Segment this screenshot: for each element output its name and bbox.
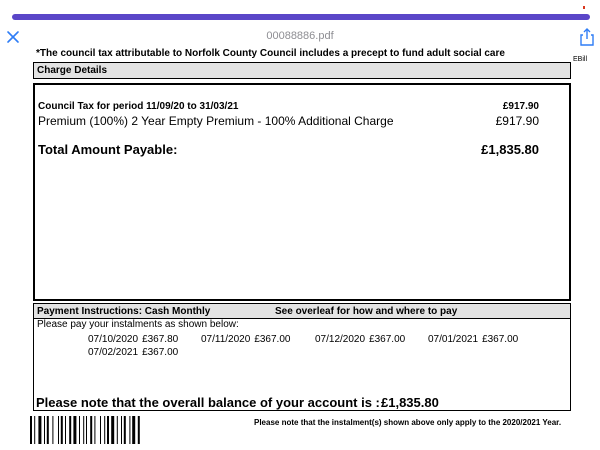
document-filename: 00088886.pdf	[266, 30, 334, 42]
premium-label: Premium (100%) 2 Year Empty Premium - 100% Additional Charge	[38, 114, 394, 128]
barcode	[30, 416, 170, 444]
instalment-item	[428, 334, 518, 345]
ebill-label: EBill	[573, 56, 588, 63]
instalment-item	[201, 334, 290, 345]
share-icon	[578, 27, 596, 47]
balance-label: Please note that the overall balance of your account is :	[36, 395, 380, 410]
period-amount: £917.90	[502, 101, 539, 112]
period-label: Council Tax for period 11/09/20 to 31/03/21	[38, 101, 239, 112]
charge-details-box	[33, 83, 571, 301]
close-button[interactable]	[4, 28, 22, 46]
instalment-amount: £367.00	[482, 334, 519, 345]
instalment-item	[88, 347, 178, 358]
premium-amount: £917.90	[495, 114, 539, 128]
instalment-amount: £367.80	[142, 334, 179, 345]
share-button[interactable]	[578, 27, 596, 47]
total-amount: £1,835.80	[481, 142, 539, 157]
instalment-year-footnote: Please note that the instalment(s) shown above only apply to the 2020/2021 Year.	[254, 418, 562, 427]
instalment-item	[88, 334, 178, 345]
instalment-date: 07/12/2020	[315, 334, 366, 345]
viewer-toolbar	[0, 0, 600, 54]
payment-instructions-header	[34, 304, 570, 319]
total-label: Total Amount Payable:	[38, 142, 178, 157]
instalment-date: 07/11/2020	[201, 334, 251, 345]
instalment-item	[315, 334, 405, 345]
instalment-date: 07/02/2021	[88, 347, 139, 358]
instalment-amount: £367.00	[142, 347, 179, 358]
loading-progress-bar	[12, 14, 590, 20]
progress-indicator-dot	[583, 6, 585, 9]
balance-amount: £1,835.80	[381, 395, 439, 410]
payment-instructions-box	[33, 303, 571, 411]
instalment-amount: £367.00	[369, 334, 406, 345]
payment-instructions-title: Payment Instructions: Cash Monthly	[37, 306, 211, 317]
charge-details-header	[33, 62, 571, 79]
instalment-date: 07/01/2021	[428, 334, 479, 345]
close-icon	[4, 28, 22, 46]
adult-social-care-notice: *The council tax attributable to Norfolk County Council includes a precept to fund adult social care	[36, 48, 505, 59]
instalment-date: 07/10/2020	[88, 334, 139, 345]
instalments-intro: Please pay your instalments as shown below:	[37, 319, 239, 330]
charge-details-title: Charge Details	[37, 65, 108, 76]
see-overleaf-note: See overleaf for how and where to pay	[275, 306, 458, 317]
instalment-amount: £367.00	[254, 334, 291, 345]
